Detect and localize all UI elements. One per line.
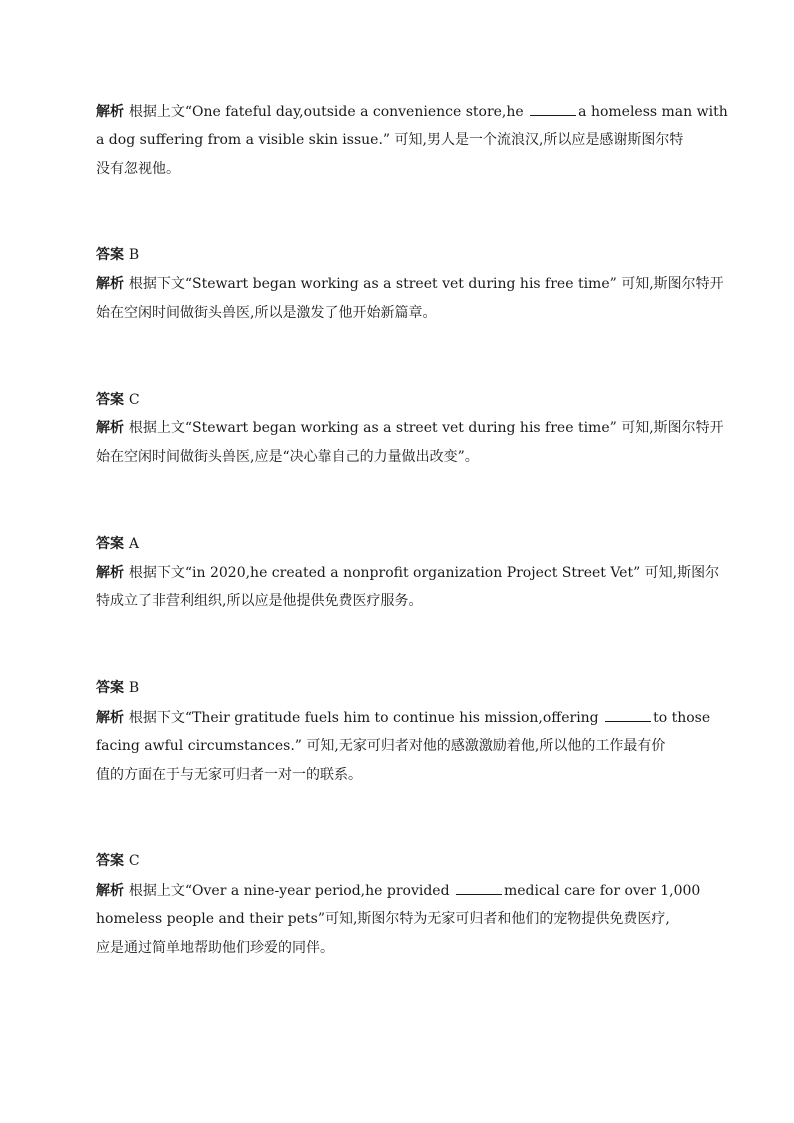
explanation-text: homeless people and their pets”可知,斯图尔特为无家可归者和他们的宠物提供免费医疗,	[96, 911, 670, 927]
explanation-line	[96, 130, 700, 150]
explanation-line	[96, 563, 720, 583]
explanation-line	[96, 303, 700, 323]
explanation-label: 解析	[96, 883, 129, 899]
answer-value: C	[128, 853, 140, 869]
explanation-line	[96, 591, 700, 611]
answer-label: 答案	[96, 536, 129, 552]
explanation-text: to those	[653, 710, 711, 726]
explanation-text: medical care for over 1,000	[504, 883, 701, 899]
explanation-text: 根据下文“Stewart began working as a street vet during his free time” 可知,斯图尔特开	[128, 276, 724, 292]
answer-label: 答案	[96, 247, 129, 263]
answer-line	[96, 534, 700, 554]
answer-label: 答案	[96, 853, 129, 869]
explanation-label: 解析	[96, 104, 129, 120]
explanation-text: 值的方面在于与无家可归者一对一的联系。	[96, 767, 362, 783]
explanation-line	[96, 101, 728, 122]
answer-line	[96, 678, 700, 698]
explanation-text: 根据下文“Their gratitude fuels him to continue his mission,offering	[128, 710, 604, 726]
explanation-line	[96, 765, 700, 785]
explanation-text: a homeless man with	[578, 104, 728, 120]
explanation-text: facing awful circumstances.” 可知,无家可归者对他的感激激励着他,所以他的工作最有价	[96, 738, 666, 754]
answer-label: 答案	[96, 392, 129, 408]
answer-label: 答案	[96, 680, 129, 696]
explanation-text: 特成立了非营利组织,所以应是他提供免费医疗服务。	[96, 593, 423, 609]
explanation-text: a dog suffering from a visible skin issue.” 可知,男人是一个流浪汉,所以应是感谢斯图尔特	[96, 132, 684, 148]
answer-blank	[456, 880, 502, 895]
explanation-line	[96, 274, 724, 294]
explanation-line	[96, 707, 711, 728]
explanation-line	[96, 880, 700, 901]
explanation-label: 解析	[96, 710, 129, 726]
answer-blank	[530, 101, 576, 116]
answer-value: C	[128, 392, 140, 408]
explanation-text: 始在空闲时间做街头兽医,应是“决心靠自己的力量做出改变”。	[96, 449, 479, 465]
explanation-text: 根据上文“Stewart began working as a street vet during his free time” 可知,斯图尔特开	[128, 420, 724, 436]
explanation-text: 根据上文“One fateful day,outside a convenience store,he	[128, 104, 529, 120]
answer-value: B	[128, 247, 140, 263]
explanation-line	[96, 909, 700, 929]
explanation-line	[96, 938, 700, 958]
explanation-label: 解析	[96, 565, 129, 581]
explanation-text: 始在空闲时间做街头兽医,所以是激发了他开始新篇章。	[96, 305, 437, 321]
answer-line	[96, 245, 700, 265]
explanation-text: 没有忽视他。	[96, 161, 180, 177]
explanation-text: 根据下文“in 2020,he created a nonprofit organization Project Street Vet” 可知,斯图尔	[128, 565, 720, 581]
answer-value: A	[128, 536, 139, 552]
explanation-line	[96, 418, 724, 438]
explanation-label: 解析	[96, 276, 129, 292]
answer-value: B	[128, 680, 140, 696]
explanation-line	[96, 736, 700, 756]
explanation-text: 应是通过简单地帮助他们珍爱的同伴。	[96, 940, 334, 956]
answer-blank	[605, 707, 651, 722]
explanation-label: 解析	[96, 420, 129, 436]
answer-line	[96, 851, 700, 871]
explanation-line	[96, 159, 700, 179]
explanation-line	[96, 447, 700, 467]
answer-line	[96, 390, 700, 410]
explanation-text: 根据上文“Over a nine-year period,he provided	[128, 883, 454, 899]
